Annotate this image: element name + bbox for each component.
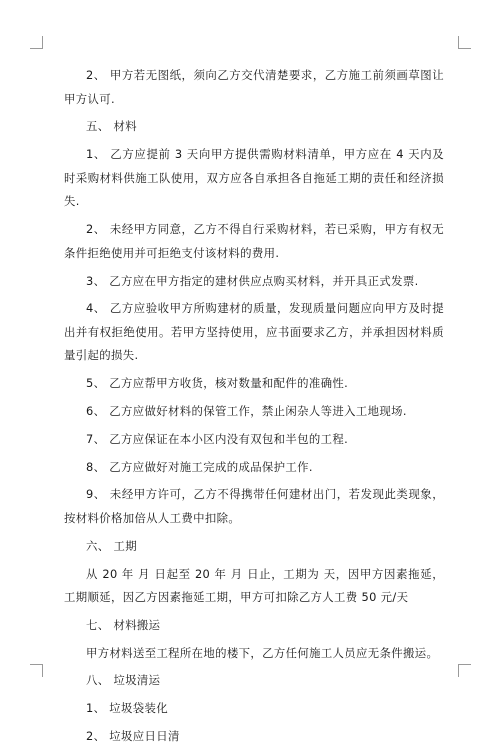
paragraph-materials-8: 8、 乙方应做好对施工完成的成品保护工作. [86,459,313,474]
paragraph-materials-6: 6、 乙方应做好材料的保管工作，禁止闲杂人等进入工地现场. [86,404,407,419]
paragraph-materials-1: 1、 乙方应提前 3 天向甲方提供需购材料清单，甲方应在 4 天内及时采购材料供施工队使用，双方应各自承担各自拖延工期的责任和经济损失. [64,147,444,209]
crop-mark-top-right [458,36,471,49]
paragraph-waste-1: 1、 垃圾袋装化 [86,701,169,716]
paragraph-material-handling: 甲方材料送至工程所在地的楼下，乙方任何施工人员应无条件搬运。 [86,645,439,660]
crop-mark-bottom-right [458,664,471,677]
paragraph-materials-2: 2、 未经甲方同意，乙方不得自行采购材料，若已采购，甲方有权无条件拒绝使用并可拒绝支付该材料的费用. [64,222,444,260]
document-body [64,64,444,753]
paragraph-materials-3: 3、 乙方应在甲方指定的建材供应点购买材料，并开具正式发票. [86,273,419,288]
paragraph-2-drawings: 2、 甲方若无图纸，须向乙方交代清楚要求，乙方施工前须画草图让甲方认可. [64,68,444,106]
paragraph-materials-5: 5、 乙方应帮甲方收货，核对数量和配件的准确性. [86,376,349,391]
paragraph-materials-7: 7、 乙方应保证在本小区内没有双包和半包的工程. [86,431,349,446]
crop-mark-bottom-left [30,664,43,677]
section-heading-material-handling: 七、 材料搬运 [86,617,161,632]
paragraph-materials-4: 4、 乙方应验收甲方所购建材的质量，发现质量问题应向甲方及时提出并有权拒绝使用。若甲方坚持使用，应书面要求乙方，并承担因材料质量引起的损失. [64,301,444,363]
section-heading-schedule: 六、 工期 [86,538,137,553]
paragraph-waste-2: 2、 垃圾应日日清 [86,729,180,744]
section-heading-waste-removal: 八、 垃圾清运 [86,673,161,688]
paragraph-schedule: 从 20 年 月 日起至 20 年 月 日止，工期为 天，因甲方因素拖延，工期顺延，因乙方因素拖延工期，甲方可扣除乙方人工费 50 元/天 [64,566,444,605]
paragraph-materials-9: 9、 未经甲方许可，乙方不得携带任何建材出门，若发现此类现象，按材料价格加倍从人工费中扣除。 [64,487,444,525]
crop-mark-top-left [30,36,43,49]
section-heading-materials: 五、 材料 [86,119,137,134]
